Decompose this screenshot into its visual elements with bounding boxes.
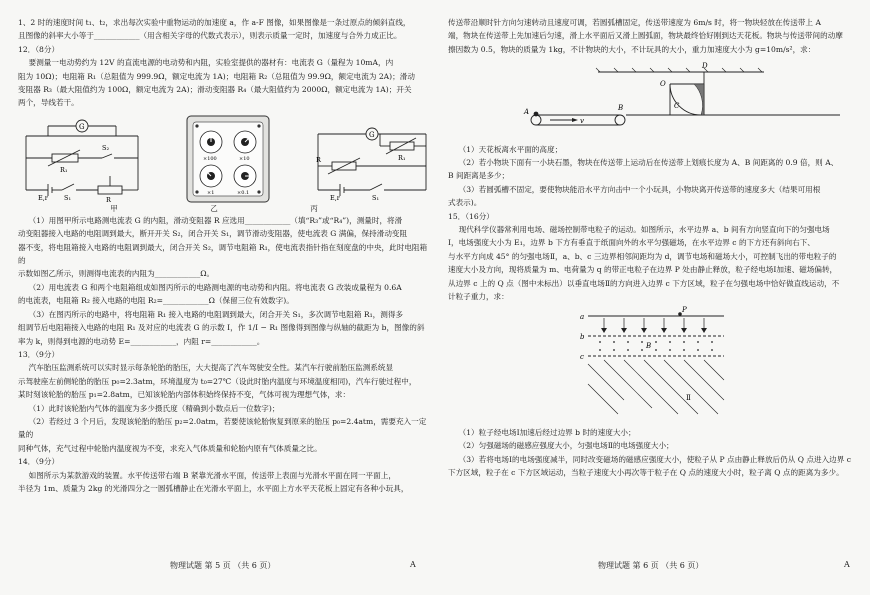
q15-text-4: 速度大小及方向，现将质量为 m、电荷量为 q 的带正电粒子在边界 P 处由静止释放，粒子经电场Ⅰ加速、磁场偏转， [448, 265, 838, 275]
er-label-2: E,r [330, 193, 340, 202]
q14-cont-3: 擦因数为 0.5，物块的质量为 1kg，不计物块的大小，不计玩具的大小，重力加速度大小为 g=10m/s²，求： [448, 44, 816, 54]
q12-part-1c: 器不变，将电阻箱接入电路的电阻调到最大，闭合开关 S₂，调节电阻箱 R₁，使电流表指针指在刻度盘的中央，此时电阻箱的 [18, 242, 428, 266]
boundary-b-label: b [580, 332, 585, 341]
point-p-label: P [682, 305, 687, 314]
boundary-c-label: c [580, 352, 584, 361]
footer-page-5: 物理试题 第 5 页 （共 6 页） [170, 561, 276, 570]
q13-text-6: 同种气体，充气过程中轮胎内温度视为不变，求充入气体质量和轮胎内原有气体质量之比。 [18, 443, 322, 453]
q14-cont-1: 传送带沿顺时针方向匀速转动且速度可调，若圆弧槽固定，传送带速度为 6m/s 时，将一物块轻放在传送带上 A [448, 18, 821, 27]
page-6 [448, 16, 858, 480]
point-o-label: O [660, 80, 666, 89]
q15-part-2: （2）匀强磁场的磁感应强度大小，匀强电场Ⅱ的电场强度大小； [458, 441, 674, 451]
circuit-jia-figure [18, 114, 146, 202]
point-d-label: D [702, 62, 708, 71]
q14-cont-2: 端，物块在传送带上先加速后匀速，滑上水平面后又滑上圆弧面，物块最终恰好刚到达天花板。物块与传送带间的动摩 [448, 31, 843, 41]
point-a-label: A [524, 108, 530, 117]
intro-line-1: 1、2 时的速度时间 t₁、t₂，求出每次实验中重物运动的加速度 a，作 a-F 图像，如果图像是一条过原点的倾斜直线， [18, 18, 411, 27]
field-ii-label: Ⅱ [686, 393, 691, 402]
caption-bing: 丙 [310, 203, 318, 213]
q14-part-2b: B 间距离是多少； [448, 171, 510, 181]
q12-part-3c: 率为 k，则得到电源的电动势 E=____________，内阻 r=____________。 [18, 336, 265, 346]
conveyor-figure [448, 56, 858, 138]
er-label: E,r [38, 193, 48, 202]
q15-text-5: 从边界 c 上的 Q 点（图中未标出）以垂直电场Ⅱ的方向进入边界 c 下方区域，粒子在匀强电场中恰好做直线运动，不 [448, 278, 840, 288]
r2-label: R [316, 155, 321, 164]
magnetic-field-label: B [646, 341, 652, 350]
dial-x10-label: ×10 [239, 155, 250, 162]
q15-text-1: 现代科学仪器常利用电场、磁场控制带电粒子的运动。如图所示，水平边界 a、b 间有方向竖直向下的匀强电场 [458, 225, 830, 235]
field-figure [448, 304, 858, 422]
footer-mark-6: A [844, 560, 850, 569]
q12-part-1a: （1）用图甲所示电路测电流表 G 的内阻，滑动变阻器 R 应选用____________（填“R₃”或“R₄”)，测量时，将滑 [28, 215, 403, 225]
q15-text-6: 计粒子重力，求： [448, 292, 509, 302]
q12-figures [18, 114, 432, 204]
q12-text-2: 阻为 10Ω)；电阻箱 R₁（总阻值为 999.9Ω，额定电流为 1A)；电阻箱 R₂（总阻值为 99.9Ω，额定电流为 2A)；滑动 [18, 71, 415, 81]
point-c-label: C [674, 102, 680, 111]
q15-part-1: （1）粒子经电场Ⅰ加速后经过边界 b 时的速度大小； [458, 427, 636, 437]
q15-part-3a: （3）若将电场Ⅰ的电场强度减半，同时改变磁场的磁感应强度大小，使粒子从 P 点由静止释放后仍从 Q 点进入边界 c [458, 454, 852, 464]
caption-jia: 甲 [110, 203, 118, 213]
q15-title: 15．（16分） [448, 211, 494, 221]
dial-x100-label: ×100 [203, 155, 217, 162]
q13-text-1: 汽车胎压监测系统可以实时显示每条轮胎的胎压，大大提高了汽车驾驶安全性。某汽车行驶前胎压监测系统显 [28, 363, 394, 373]
q12-text-4: 两个，导线若干。 [18, 98, 79, 108]
q15-text-3: 与水平方向成 45° 的匀强电场Ⅱ，a、b、c 三边界相邻间距均为 d，调节电场和磁场大小，可控制飞出的带电粒子的 [448, 251, 837, 261]
q14-part-3b: 式表示)。 [448, 198, 482, 208]
q14-part-3a: （3）若圆弧槽不固定，要使物块能沿水平方向击中一个小玩具，小物块离开传送带的速度多大（结果可用根 [458, 184, 821, 194]
q14-title: 14．（9分） [18, 457, 60, 467]
footer-page-6: 物理试题 第 6 页 （共 6 页） [598, 561, 704, 570]
q12-part-1b: 动变阻器接入电路的电阻调到最大，断开开关 S₂，闭合开关 S₁，调节滑动变阻器，使电流表 G 满偏，保持滑动变阻 [18, 229, 408, 239]
s2-label: S₂ [102, 143, 110, 152]
q14-text-1: 如图所示为某款游戏的装置。水平传送带右端 B 紧靠光滑水平面，传送带上表面与光滑水平面在同一平面上， [28, 470, 396, 480]
r1-label-2: R₁ [398, 153, 406, 162]
q12-part-2a: （2）用电流表 G 和两个电阻箱组成如图丙所示的电路测电源的电动势和内阻。将电流表 G 改装成量程为 0.6A [28, 282, 402, 292]
circuit-bing-figure [310, 114, 432, 202]
dial-x01-label: ×0.1 [237, 189, 250, 196]
boundary-a-label: a [580, 312, 585, 321]
q14-part-2a: （2）若小物块下面有一小块石墨，物块在传送带上运动后在传送带上划痕长度为 A、B 间距离的 0.9 倍，则 A、 [458, 158, 839, 168]
s1-label-2: S₁ [372, 193, 380, 202]
galvanometer-label-2: G [369, 130, 375, 139]
q13-text-4: （1）此时该轮胎内气体的温度为多少摄氏度（精确到小数点后一位数字)； [28, 403, 280, 413]
q12-part-2b: 的电流表，电阻箱 R₂ 接入电路的电阻 R₂=____________Ω（保留三位有效数字)。 [18, 296, 294, 306]
q12-part-3b: 组调节后电阻箱接入电路的电阻 R₁ 及对应的电流表 G 的示数 I，作 1/I − R₁ 图像得到图像与纵轴的截距为 b，图像的斜 [18, 323, 425, 333]
q14-text-2: 半径为 1m、质量为 2kg 的光滑四分之一圆弧槽静止在光滑水平面上，水平面上方水平天花板上固定有各种小玩具， [18, 483, 409, 493]
page-5 [18, 16, 432, 495]
q12-part-1d: 示数如图乙所示，则测得电流表的内阻为____________Ω。 [18, 269, 215, 279]
point-b-label: B [618, 104, 624, 113]
figure-captions [64, 204, 364, 214]
dial-x1-label: ×1 [207, 189, 215, 196]
q13-text-2: 示驾驶座左前侧轮胎的胎压 p₀=2.3atm，环境温度为 t₀=27℃（设此时胎内温度与环境温度相同)，汽车行驶过程中， [18, 376, 417, 386]
q12-text-1: 要测量一电动势约为 12V 的直流电源的电动势和内阻，实验室提供的器材有：电流表 G（量程为 10mA，内 [28, 58, 394, 68]
footer-mark-5: A [410, 560, 416, 569]
resistance-box-figure [185, 114, 271, 204]
s1-label: S₁ [64, 193, 72, 202]
q12-title: 12．（8分） [18, 44, 60, 54]
q14-part-1: （1）天花板离水平面的高度； [458, 144, 563, 154]
q12-text-3: 变阻器 R₃（最大阻值约为 100Ω，额定电流为 2A)；滑动变阻器 R₄（最大阻值约为 2000Ω，额定电流为 1A)；开关 [18, 85, 412, 95]
q13-title: 13．（9分） [18, 349, 60, 359]
intro-line-2: 且图像的斜率大小等于____________（用含相关字母的代数式表示），则表示质量一定时，加速度与合外力成正比。 [18, 31, 402, 41]
r-label: R [106, 195, 111, 202]
caption-yi: 乙 [210, 203, 218, 213]
q13-text-5: （2）若经过 3 个月后，发现该轮胎的胎压 p₂=2.0atm，若要使该轮胎恢复到原来的胎压 p₀=2.4atm，需要充入一定量的 [18, 416, 427, 440]
q15-part-3b: 下方区域，粒子在 c 下方区域运动，当粒子速度大小再次等于粒子在 Q 点的速度大小时，粒子离 Q 点的距离为多少。 [448, 468, 844, 478]
galvanometer-label: G [79, 122, 85, 131]
velocity-label: v [580, 117, 584, 126]
q13-text-3: 某时刻该轮胎的胎压 p₁=2.8atm，已知该轮胎内部体积始终保持不变，气体可视为理想气体，求： [18, 390, 351, 400]
q12-part-3a: （3）在图丙所示的电路中，将电阻箱 R₁ 接入电路的电阻调到最大，闭合开关 S₁，多次调节电阻箱 R₁，测得多 [28, 309, 404, 319]
r1-label: R₁ [60, 165, 68, 174]
q15-text-2: Ⅰ，电场强度大小为 E₁，边界 b 下方有垂直于纸面向外的水平匀强磁场，在水平边界 c 的下方还有斜向右下、 [448, 238, 815, 248]
